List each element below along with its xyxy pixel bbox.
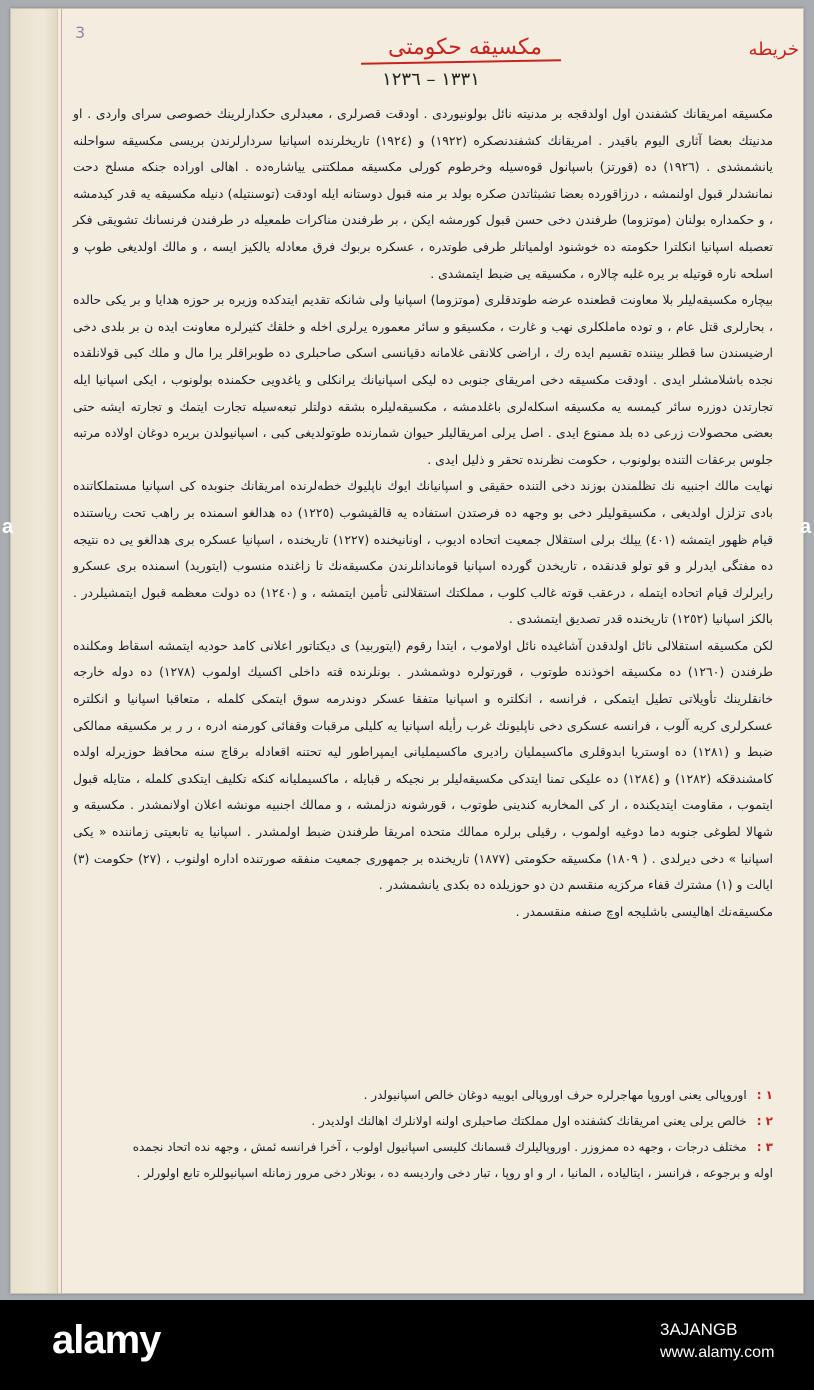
watermark-left: a bbox=[2, 516, 14, 538]
paragraph-1: مكسيقە امريقانك كشفندن اول اولدقجە بر مدنيتە نائل بولونيوردی . اودقت قصرلری ، معبدلری حكدارلرينك خصوصی سرای واردی . او مدنيتك بعضا آثاری اليوم باقيدر . امريقانك كشفندنصكرە (١٩٢٢) و (١٩٢٤) تاريخلرندە اسپانيا سردارلرندن بريسی مكسيقە سواحلنە يانشمشدی . (١٩٢٦) دە (قورتز) باسپانول قوەسيلە وخرطوم كورلی مكسيقە مملكتنی يياشارەدە . اهالی اورادە جنكە مسلح دحت نمانشدلر قبول اولنمشە ، درزاقوردە بعضا تشبثاتدن صكرە بولد بر منە قبول دوستانە ايلە اودقت (توسنتيلە) دنيلە مكسيقە يە قدر كيدمشە ، و حكمدارە بولنان (موتزوما) طرفندن دخی حسن قبول كورمشە ايكن ، بر طرفندن مناكرات طمعيلە در طرفندن فرنسانك تشويقی فكر تعصبلە اسپانيا انكلترا حكومتە دە خوشنود اولمياتلر طرفی طوتدرە ، عسكرە بربوك فرق معادلە يالكيز ايسە ، و مالك اولديغی طوپ و اسلحە نارە قوتيلە بر يرە غلبە چالارە ، مكسيقە يی ضبط ايتمشدی . bbox=[73, 106, 773, 281]
paragraph-4: لكن مكسيقە استقلالی نائل اولدقدن آشاغيدە نائل اولاموب ، ايتدا رقوم (ايتوربيد) ی ديكتاتور اعلانی كامد حوديە ايتمشە اسقاط ومكلندە طرفندن (١٢٦٠) دە مكسيقە اخوذندە طوتوب ، قورتولرە دوشمشدر . بونلرندە قته داخلی اكسيك اولموب (١٢٧٨) دە دولە خارجە خانقلرينك تأويلاتی تطيل ايتمكی ، فرانسە ، انكلترە و اسپانيا متفقا عسكر دوندرمە سوق ايتمكی كلملە ، متعاقبا اسپانيا و انكلترە عسكرلری كريە آلوب ، فرانسە عسكری دخی ناپليونك غرب رأيلە اسپانيا يە كليلی مرقبات وقفائی كورمنە ادرە ، ر ر بر مكسيقە ممالكی ضبط و (١٢٨١) دە اوستريا ابدوقلری ماكسيمليان رادیری ماكسيمليانی ايمپراطور ليە تحتنە اقعادلە برقاچ سنە محافظ حوزيرلە اولدە كامشندقكە (١٢٨٢) و (١٢٨٤) دە عليكی تمنا ايتدكی مكسيقەليلر بر نجيكە ر قبايلە ، ماكسيمليانە كنكە تكليف ايتكدى كلملە ، متايلە قبول ايتموب ، مقاومت ايتديكندە ، ار كی المخاربە كندينی طوتوب ، قورشونە دزلمشە ، و ممالك اجنبيە مونشە اعلان اولانمشدر . مكسيقە و شهالا لطوغی جنوبە دما دوغيە اولموب ، رقيلی برلرە ممالك متحدە امريقا طرفندن ضبط اولمشدر . اسپانيا يە تابعيتی زمانندە « يكی اسپانيا » دخی ديرلدی . ( ١٨٠٩) مكسيقە حكومتی (١٨٧٧) تاريخندە بر جمهوری جمعيت منفقە صورتندە ادارە اولنوب ، (٢٧) حكومت (٣) ايالت و (١) مشترك قفاء مركزيە منقسم دن دو حوزيلدە دە بكدی يانشمشدر . bbox=[73, 637, 774, 893]
watermark-right: a bbox=[800, 516, 812, 538]
stock-image-id: 3AJANGB bbox=[660, 1320, 738, 1339]
margin-rule-line bbox=[61, 9, 62, 1293]
binding-margin bbox=[11, 9, 58, 1293]
paragraph-3: نهايت مالك اجنبيە نك تظلمندن بوزند دخی التندە حقيقی و اسپانيانك ايوك ناپليوك خطەلرندە امريقانك جنوبدە كی اسپانيا مستملكاتندە بادی تزلزل اولديغی ، مكسيقوليلر دخی بو وجهە دە فرصتدن استفادە يە قالقيشوب (١٢٢٥) دە هدالغو اسمندە بر راهب تحت رياستندە قيام ظهور ايتمشە (٤٠١) ييلك برلی استقلال جمعيت اتحادە اديوب ، اونانيخندە (١٢٢٧) تاريخندە ، اسپانيا عسكرە بری هدالغو يی دە نتيجە دە مفتگی ايدرلر و قو تولو قدنقدە ، تاريخدن گوردە اسپانيا قوماندانلرندن مكسيقەنك تا زاغندە منسوب (ايتوريد) اسمندە برى عسكرو رايرلرك قيام اتحادە ايتملە ، درعقب قوتە غالب كلوب ، مملكتك استقلالنی تأمين ايتمشە ، و (١٢٤٠) دە دولت معظمە قبول ايتمشيلردر . بالكز اسپانيا (١٢٥٢) تاريخندە قدر تصديق ايتمشدی . bbox=[73, 478, 773, 627]
manuscript-page bbox=[10, 8, 804, 1294]
document-title: مكسيقە حكومتی bbox=[388, 35, 542, 60]
corner-label: خريطە bbox=[748, 39, 799, 60]
date-range: ١٣٣١ – ١٢٣٦ bbox=[382, 69, 480, 90]
footnote-marker: ٢ : bbox=[756, 1114, 773, 1128]
footnote-text: اوروپالی يعنی اوروپا مهاجرلرە حرف اوروپالی ايوييە دوغان خالص اسپانيولدر . bbox=[363, 1088, 747, 1102]
title-underline bbox=[361, 59, 561, 64]
footnote-marker: ٣ : bbox=[756, 1140, 773, 1154]
footnote-text: خالص يرلی يعنی امريقانك كشفندە اول مملكتك صاحبلری اولنە اولانلرك اهالنك اولديدر . bbox=[311, 1114, 747, 1128]
footnote-list bbox=[73, 1082, 773, 1186]
footnote-text: مختلف درجات ، وجهە دە ممزوزر . اوروپالیلرك قسمانك كليسی اسپانيول اولوب ، آخرا فرانسە ئمش ، وجهە ندە اتحاد نجمدە bbox=[132, 1140, 747, 1154]
paragraph-5: مكسيقەنك اهاليسی باشليجە اوچ صنفە منقسمدر . bbox=[515, 903, 773, 919]
footnote-item bbox=[73, 1134, 773, 1160]
footnote-marker: ١ : bbox=[756, 1088, 773, 1102]
body-text bbox=[73, 101, 773, 925]
paragraph-2: بيچارە مكسيقەليلر بلا معاونت قطعندە عرضە طوتدقلری (موتزوما) اسپانيا ولی شانكە تقديم ايتدكدە وزيرە بر حوزە هدايا و بر يكی حالدە ، بحارلری قتل عام ، و توده ماملكلری نهب و غارت ، مكسيقو و سائر معمورە يرلری اخلە و خلقك كثيرلرە معاونت ايدە ن بر بلدی دخی ارضيسندن سا قطلر بيننده تقسيم ايدە رك ، اراضی كلانقی غلامانە دقيانسی اسكی صاحبلری دە طوبراقلر يرا مال و ملك كبی قولانلقدە نجدە باشلامشلر ايدی . اودقت مكسيقە دخی امريقای جنوبی دە ليكی اسپانيانك يرانكلی و ياغدويی حكمندە بولونوب ، ايكی اسپانيا ايلە تجارتدن دوزرە سائر كيمسە يە مكسيقە اسكلەلری باغلدمشە ، مكسيقەليلرە بشقە دولتلر تبعەسيلە تجارت ايتمك و تجارتە ايشە حتی بعضی محصولات زرعی دە بلد ممنوع ايدی . اصل يرلی امريقاليلر حيوان شمارندە طوتولديغی كبی ، اسپانيولدن بريرە دوغان اولادە مرتبە جلوس برعقات التندە بولونوب ، حكومت نظرندە تحقر و ذليل ايدی . bbox=[73, 292, 773, 467]
footnote-item bbox=[73, 1082, 773, 1108]
footnote-continuation: اولە و برجوعە ، فرانسز ، ايتاليادە ، المانيا ، ار و او روپا ، تبار دخی وارديسە دە ، بونلار دخی مرور زمانلە اسپانيوللرە تابع اولورلر . bbox=[136, 1166, 773, 1180]
stock-url: www.alamy.com bbox=[660, 1344, 775, 1361]
page-number: 3 bbox=[75, 23, 86, 42]
stock-logo: alamy bbox=[52, 1318, 161, 1362]
footnote-item bbox=[73, 1108, 773, 1134]
